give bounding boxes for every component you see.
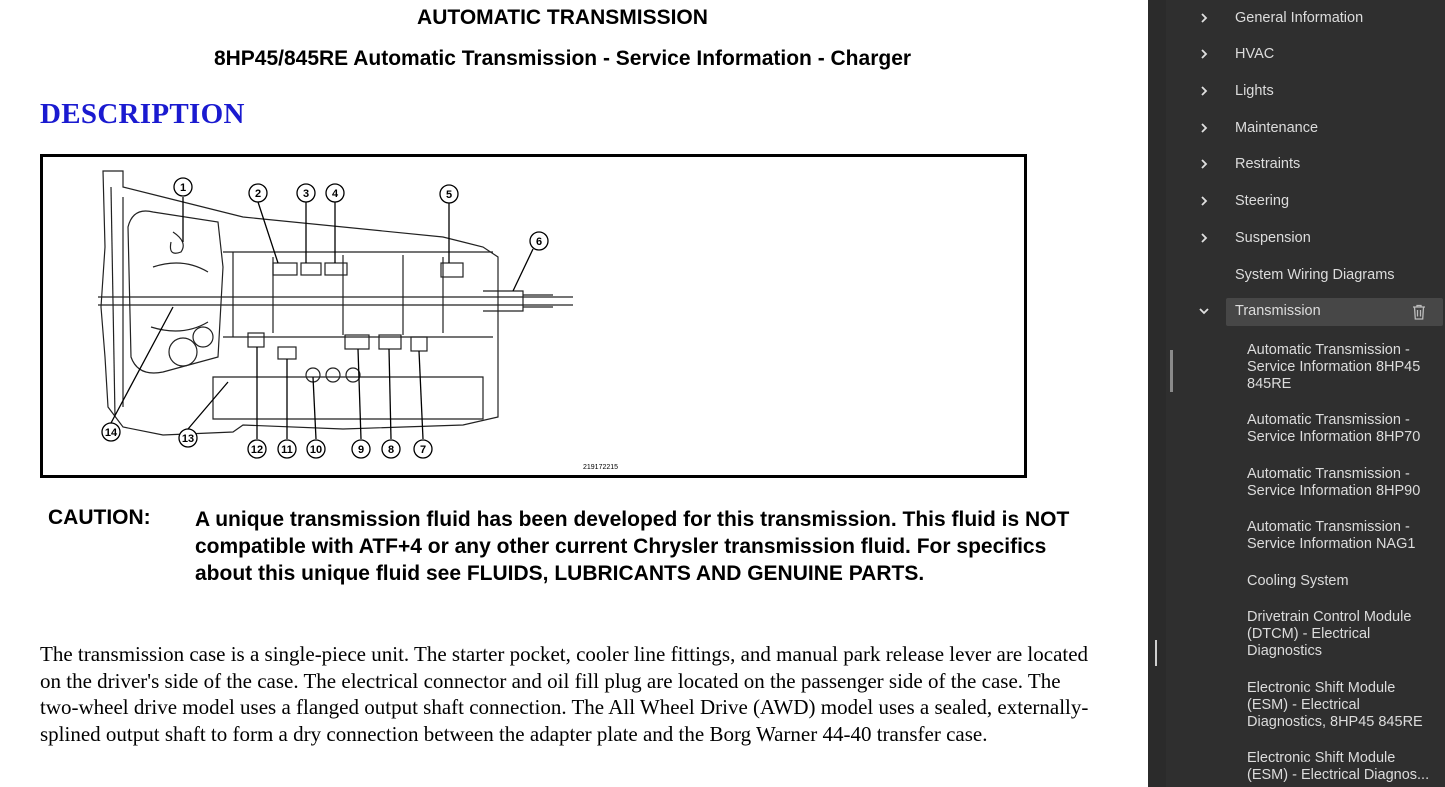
- svg-text:4: 4: [331, 188, 339, 200]
- sidebar-subitem-esm-diagnostics-more[interactable]: [1247, 750, 1429, 784]
- sidebar-subitem-line1: Electronic Shift Module: [1247, 750, 1396, 766]
- caution-text: A unique transmission fluid has been developed for this transmission. This fluid is NOT compatible with ATF+4 or any other current Chrysler transmission fluid. For specifics about this unique fluid see FLUIDS, LUBRICANTS AND GENUINE PARTS.: [195, 508, 1070, 585]
- svg-text:3: 3: [302, 188, 310, 200]
- svg-text:11: 11: [281, 444, 293, 456]
- callout-10: [307, 440, 325, 458]
- sidebar-item-label: Transmission: [1235, 303, 1321, 319]
- sidebar-subitem-nag1[interactable]: Automatic Transmission - Service Information NAG1: [1247, 519, 1416, 552]
- chevron-right-icon: [1197, 157, 1211, 171]
- sidebar-item-transmission[interactable]: [1166, 298, 1445, 326]
- sidebar-subitem-8hp90[interactable]: Automatic Transmission - Service Information 8HP90: [1247, 466, 1421, 499]
- document-scrollbar[interactable]: [1148, 0, 1166, 787]
- callout-6: [530, 232, 548, 250]
- sidebar-scroll-thumb[interactable]: [1170, 350, 1173, 392]
- sidebar-item-label: System Wiring Diagrams: [1235, 267, 1395, 283]
- sidebar-item-steering[interactable]: [1166, 188, 1445, 216]
- sidebar-item-label: General Information: [1235, 10, 1364, 26]
- callout-11: [278, 440, 296, 458]
- transmission-diagram: [40, 154, 1027, 478]
- sidebar-subitem-esm-diagnostics-8hp45[interactable]: Electronic Shift Module (ESM) - Electrical Diagnostics, 8HP45 845RE: [1247, 680, 1423, 730]
- callout-1: [174, 178, 192, 196]
- chevron-right-icon: [1197, 231, 1211, 245]
- sidebar-item-suspension[interactable]: [1166, 225, 1445, 253]
- sidebar-subitem-8hp45-845re[interactable]: Automatic Transmission - Service Information 8HP45 845RE: [1247, 342, 1421, 392]
- callout-4: [326, 184, 344, 202]
- sidebar-subitem-dtcm-diagnostics[interactable]: Drivetrain Control Module (DTCM) - Electrical Diagnostics: [1247, 609, 1412, 659]
- sidebar-item-system-wiring-diagrams[interactable]: [1166, 262, 1445, 290]
- svg-text:10: 10: [309, 444, 323, 456]
- callout-8: [382, 440, 400, 458]
- callout-9: [352, 440, 370, 458]
- document-subtitle: 8HP45/845RE Automatic Transmission - Service Information - Charger: [213, 47, 912, 70]
- callout-14: [102, 423, 120, 441]
- trash-icon[interactable]: [1410, 303, 1428, 321]
- svg-text:5: 5: [445, 189, 453, 201]
- chevron-right-icon: [1197, 121, 1211, 135]
- sidebar-item-label: Steering: [1235, 193, 1290, 209]
- callout-3: [297, 184, 315, 202]
- sidebar-item-label: Maintenance: [1235, 120, 1319, 136]
- svg-text:6: 6: [535, 236, 543, 248]
- svg-text:8: 8: [387, 444, 395, 456]
- caution-label: CAUTION:: [48, 506, 151, 529]
- sidebar-item-hvac[interactable]: [1166, 41, 1445, 69]
- chevron-right-icon: [1197, 11, 1211, 25]
- svg-text:14: 14: [104, 427, 118, 439]
- callout-2: [249, 184, 267, 202]
- sidebar-item-restraints[interactable]: [1166, 151, 1445, 179]
- svg-text:7: 7: [419, 444, 427, 456]
- callout-7: [414, 440, 432, 458]
- chevron-right-icon: [1197, 194, 1211, 208]
- svg-text:2: 2: [254, 188, 262, 200]
- transmission-cutaway-drawing: [43, 157, 1024, 475]
- chevron-right-icon: [1197, 84, 1211, 98]
- document-scroll-thumb[interactable]: [1155, 640, 1157, 666]
- sidebar-item-label: Suspension: [1235, 230, 1311, 246]
- sidebar-subitem-8hp70[interactable]: Automatic Transmission - Service Information 8HP70: [1247, 412, 1421, 445]
- svg-text:1: 1: [179, 182, 187, 194]
- sidebar-item-maintenance[interactable]: [1166, 115, 1445, 143]
- sidebar-item-general-information[interactable]: [1166, 5, 1445, 33]
- callout-12: [248, 440, 266, 458]
- sidebar-item-label: Lights: [1235, 83, 1274, 99]
- description-heading: DESCRIPTION: [40, 98, 245, 130]
- svg-text:9: 9: [357, 444, 365, 456]
- sidebar-nav: [1166, 0, 1445, 787]
- description-paragraph: The transmission case is a single-piece unit. The starter pocket, cooler line fittings, and manual park release lever are located on the driver's side of the case. The electrical connector and oil fill plug are located on the passenger side of the case. The two-wheel drive model uses a flanged output shaft connection. The All Wheel Drive (AWD) model uses a sealed, externally-splined output shaft to form a dry connection between the adapter plate and the Borg Warner 44-40 transfer case.: [40, 642, 1089, 746]
- svg-text:12: 12: [250, 444, 264, 456]
- sidebar-item-lights[interactable]: [1166, 78, 1445, 106]
- chevron-right-icon: [1197, 47, 1211, 61]
- sidebar-subitem-cooling-system[interactable]: Cooling System: [1247, 573, 1349, 589]
- figure-id: 219172215: [583, 464, 619, 471]
- sidebar-item-label: HVAC: [1235, 46, 1275, 62]
- svg-text:13: 13: [181, 433, 195, 445]
- sidebar-subitem-line2: (ESM) - Electrical Diagnos...: [1247, 767, 1429, 783]
- callout-13: [179, 429, 197, 447]
- section-title: AUTOMATIC TRANSMISSION: [417, 6, 708, 29]
- sidebar-item-label: Restraints: [1235, 156, 1301, 172]
- callout-5: [440, 185, 458, 203]
- chevron-down-icon: [1197, 304, 1211, 318]
